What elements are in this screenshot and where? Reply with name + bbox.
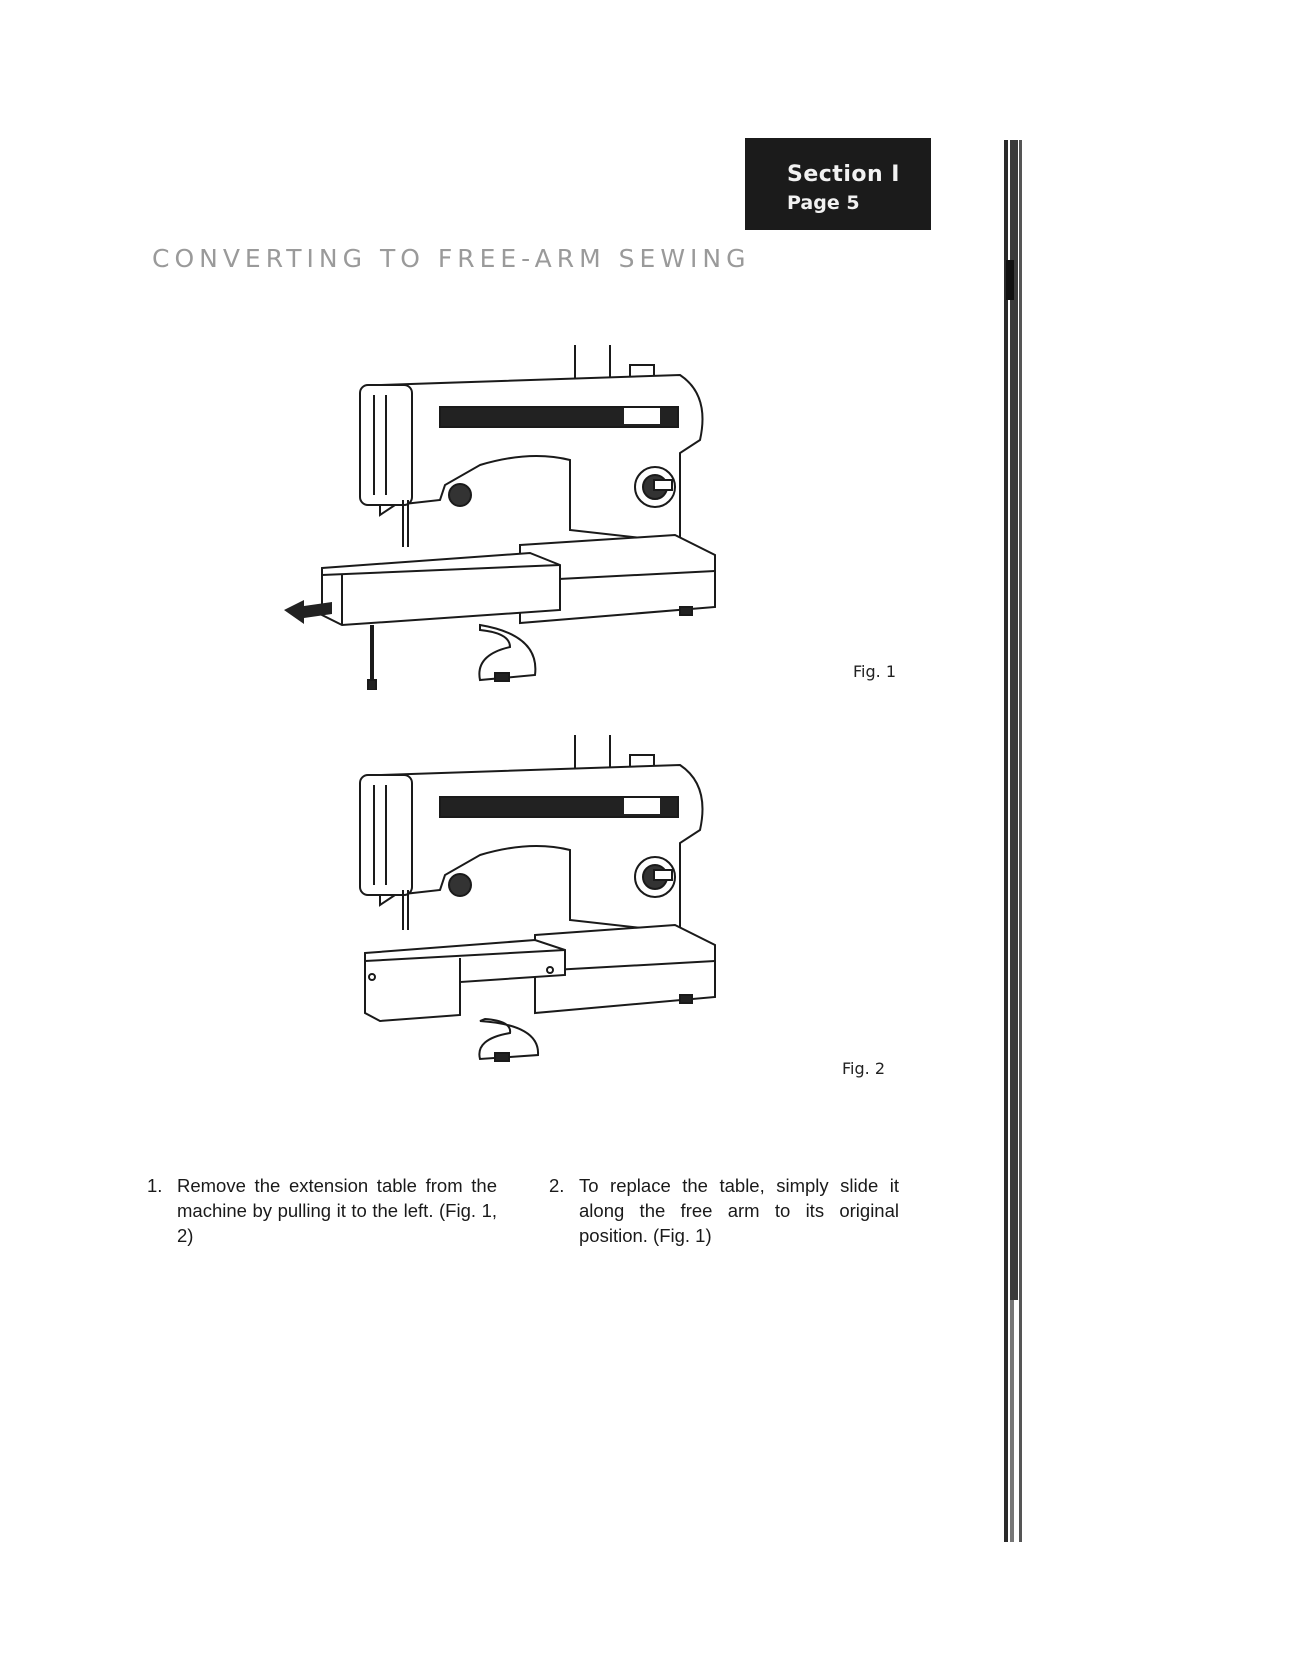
figure-label: Fig. 1 [853,662,896,681]
sewing-machine-with-extension-table-icon [280,335,730,690]
step-number: 1. [147,1175,163,1196]
figure-label: Fig. 2 [842,1059,885,1078]
step-number: 2. [549,1175,565,1196]
step-text: Remove the extension table from the machine by pulling it to the left. (Fig. 1, 2) [177,1175,497,1246]
page-title: CONVERTING TO FREE-ARM SEWING [152,244,751,273]
section-label: Section I [787,162,900,187]
page-label: Page 5 [787,192,860,214]
sewing-machine-free-arm-icon [280,725,730,1065]
step-text: To replace the table, simply slide it along the free arm to its original position. (Fig. 1) [579,1175,899,1246]
binding-edge [1004,140,1026,1542]
section-badge [745,138,931,230]
